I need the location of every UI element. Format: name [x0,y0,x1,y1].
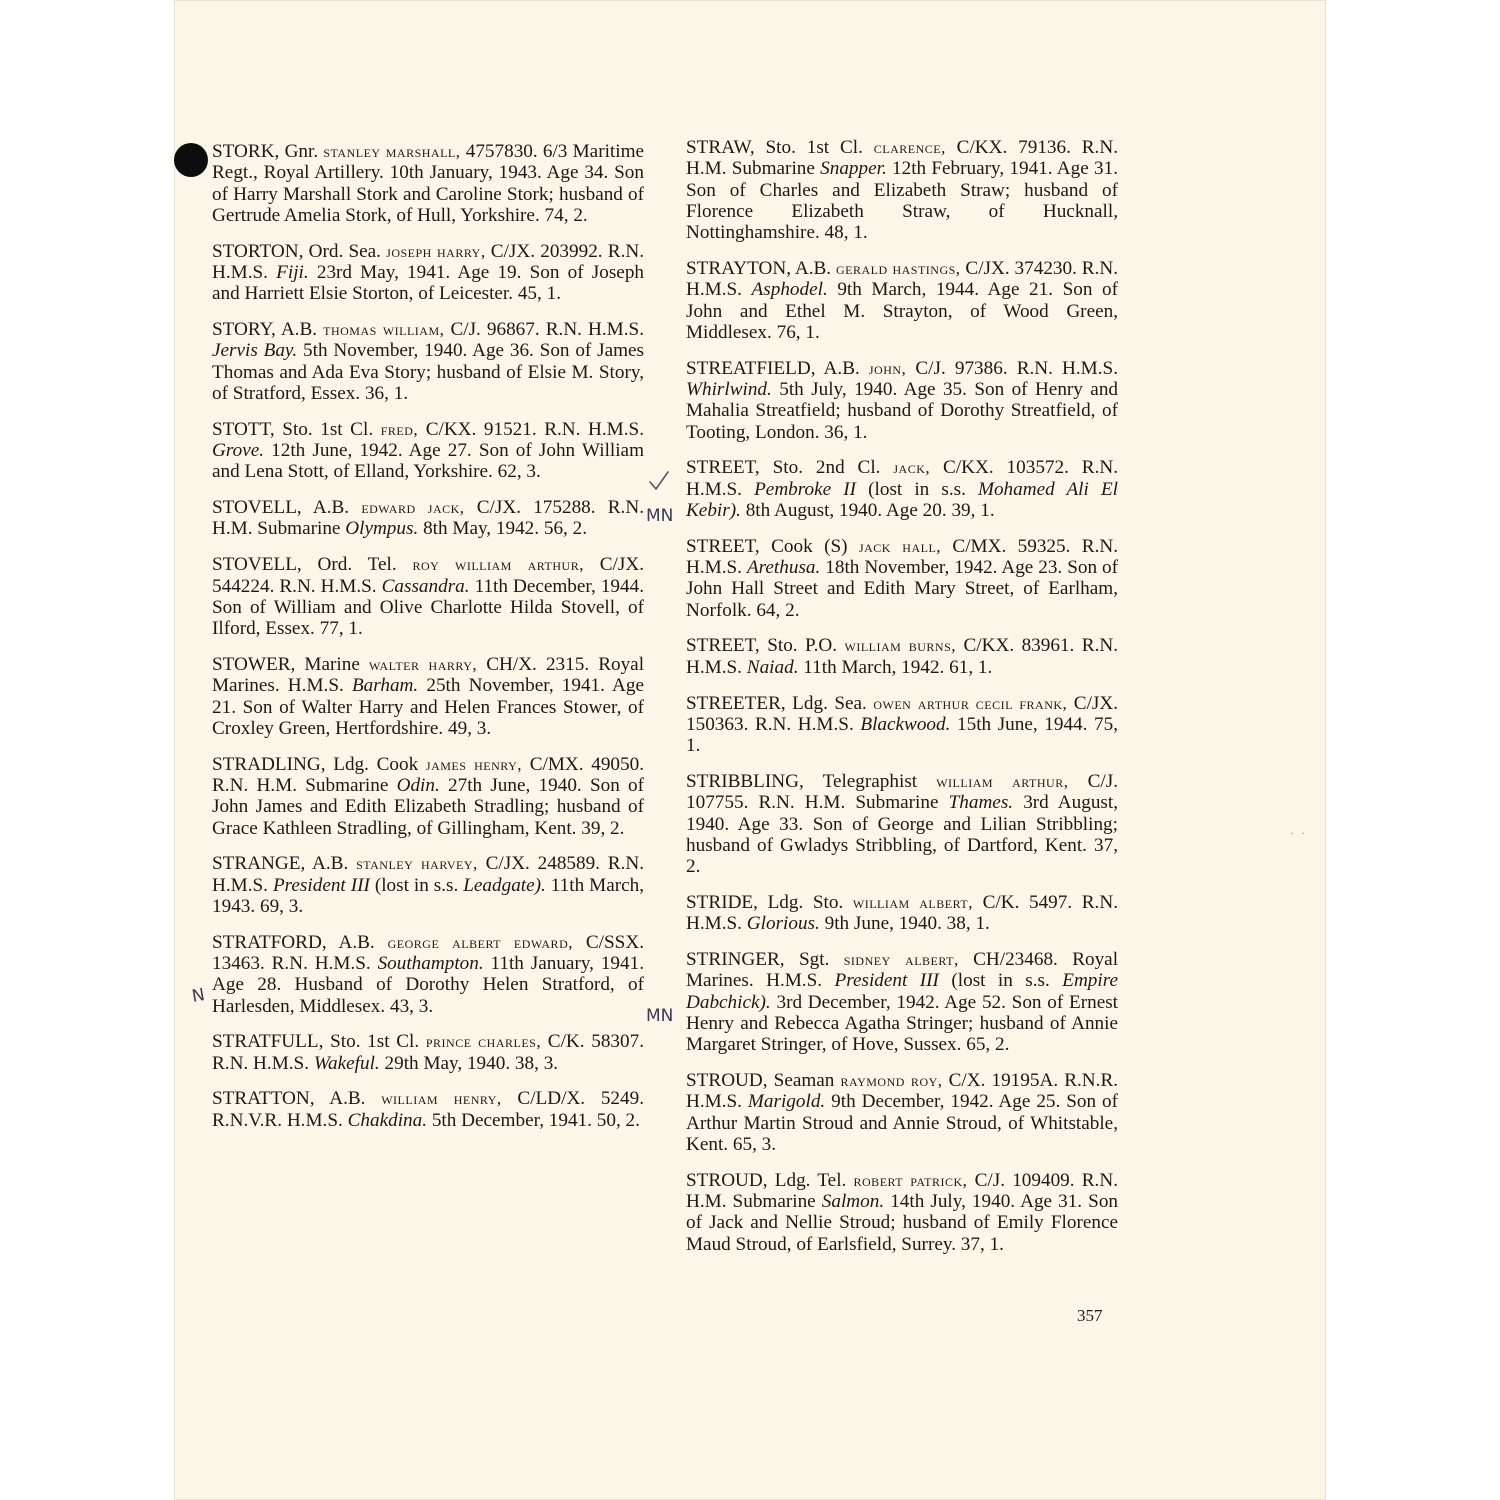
entry-stringer: STRINGER, Sgt. sidney albert, CH/23468. Royal Marines. H.M.S. President III (lost in s.s. Empire Dabchick). 3rd December, 1942. Age 52. Son of Ernest Henry and Rebecca Agatha Stringer; husband of Annie Margaret Stringer, of Hove, Sussex. 65, 2. [686,949,1119,1056]
right-column [686,137,1118,1269]
entry-stovell-roy: STOVELL, Ord. Tel. roy william arthur, C/JX. 544224. R.N. H.M.S. Cassandra. 11th December, 1944. Son of William and Olive Charlotte Hilda Stovell, of Ilford, Essex. 77, 1. [212,554,644,640]
entry-street-jack-hall: STREET, Cook (S) jack hall, C/MX. 59325. R.N. H.M.S. Arethusa. 18th November, 1942. Age 23. Son of John Hall Street and Edith Mary Street, of Earlham, Norfolk. 64, 2. [686,535,1119,621]
entry-streatfield: STREATFIELD, A.B. john, C/J. 97386. R.N. H.M.S. Whirlwind. 5th July, 1940. Age 35. Son of Henry and Mahalia Streatfield; husband of Dorothy Streatfield, of Tooting, London. 36, 1. [686,357,1119,443]
entry-stovell-edward: STOVELL, A.B. edward jack, C/JX. 175288. R.N. H.M. Submarine Olympus. 8th May, 1942. 56, 2. [212,497,644,540]
entry-stride: STRIDE, Ldg. Sto. william albert, C/K. 5497. R.N. H.M.S. Glorious. 9th June, 1940. 38, 1. [686,891,1118,935]
handwritten-mn-mark: MN [646,506,674,526]
entry-storton: STORTON, Ord. Sea. joseph harry, C/JX. 203992. R.N. H.M.S. Fiji. 23rd May, 1941. Age 19. Son of Joseph and Harriett Elsie Storton, of Leicester. 45, 1. [212,240,645,305]
entry-strayton: STRAYTON, A.B. gerald hastings, C/JX. 374230. R.N. H.M.S. Asphodel. 9th March, 1944. Age 21. Son of John and Ethel M. Strayton, of Wood Green, Middlesex. 76, 1. [686,257,1119,343]
entry-stribbling: STRIBBLING, Telegraphist william arthur, C/J. 107755. R.N. H.M. Submarine Thames. 3rd August, 1940. Age 33. Son of George and Lilian Stribbling; husband of Gwladys Stribbling, of Dartford, Kent. 37, 2. [686,770,1119,878]
scan-speck: · · [1290,826,1307,840]
entry-stroud-robert: STROUD, Ldg. Tel. robert patrick, C/J. 109409. R.N. H.M. Submarine Salmon. 14th July, 1940. Age 31. Son of Jack and Nellie Stroud; husband of Emily Florence Maud Stroud, of Earlsfield, Surrey. 37, 1. [686,1169,1119,1255]
handwritten-n-mark: N [190,985,207,1007]
entry-stratton: STRATTON, A.B. william henry, C/LD/X. 5249. R.N.V.R. H.M.S. Chakdina. 5th December, 1941. 50, 2. [212,1088,645,1131]
page-number: 357 [1077,1306,1103,1325]
entry-strange: STRANGE, A.B. stanley harvey, C/JX. 248589. R.N. H.M.S. President III (lost in s.s. Leadgate). 11th March, 1943. 69, 3. [212,853,645,917]
entry-stradling: STRADLING, Ldg. Cook james henry, C/MX. 49050. R.N. H.M. Submarine Odin. 27th June, 1940. Son of John James and Edith Elizabeth Stradling; husband of Grace Kathleen Stradling, of Gillingham, Kent. 39, 2. [212,753,645,839]
entry-stroud-raymond: STROUD, Seaman raymond roy, C/X. 19195A. R.N.R. H.M.S. Marigold. 9th December, 1942. Age 25. Son of Arthur Martin Stroud and Annie Stroud, of Whitstable, Kent. 65, 3. [686,1069,1119,1155]
left-column [212,141,644,1146]
entry-stratford: STRATFORD, A.B. george albert edward, C/SSX. 13463. R.N. H.M.S. Southampton. 11th January, 1941. Age 28. Husband of Dorothy Helen Stratford, of Harlesden, Middlesex. 43, 3. [212,931,645,1017]
entry-stratfull: STRATFULL, Sto. 1st Cl. prince charles, C/K. 58307. R.N. H.M.S. Wakeful. 29th May, 1940. 38, 3. [212,1031,645,1074]
entry-stower: STOWER, Marine walter harry, CH/X. 2315. Royal Marines. H.M.S. Barham. 25th November, 1941. Age 21. Son of Walter Harry and Helen Frances Stower, of Croxley Green, Hertfordshire. 49, 3. [212,653,645,739]
handwritten-mn-mark-2: MN [646,1006,674,1026]
entry-stork: STORK, Gnr. stanley marshall, 4757830. 6/3 Maritime Regt., Royal Artillery. 10th January, 1943. Age 34. Son of Harry Marshall Stork and Caroline Stork; husband of Gertrude Amelia Stork, of Hull, Yorkshire. 74, 2. [212,141,645,226]
entry-street-william: STREET, Sto. P.O. william burns, C/KX. 83961. R.N. H.M.S. Naiad. 11th March, 1942. 61, 1. [686,635,1119,678]
checkmark-icon [648,470,670,492]
entry-straw: STRAW, Sto. 1st Cl. clarence, C/KX. 79136. R.N. H.M. Submarine Snapper. 12th February, 1941. Age 31. Son of Charles and Elizabeth Straw; husband of Florence Elizabeth Straw, of Hucknall, Nottinghamshire. 48, 1. [686,137,1119,244]
punch-hole [174,143,208,177]
entry-story: STORY, A.B. thomas william, C/J. 96867. R.N. H.M.S. Jervis Bay. 5th November, 1940. Age 36. Son of James Thomas and Ada Eva Story; husband of Elsie M. Story, of Stratford, Essex. 36, 1. [212,319,644,404]
entry-stott: STOTT, Sto. 1st Cl. fred, C/KX. 91521. R.N. H.M.S. Grove. 12th June, 1942. Age 27. Son of John William and Lena Stott, of Elland, Yorkshire. 62, 3. [212,418,645,483]
entry-streeter: STREETER, Ldg. Sea. owen arthur cecil frank, C/JX. 150363. R.N. H.M.S. Blackwood. 15th June, 1944. 75, 1. [686,692,1119,757]
entry-street-jack: STREET, Sto. 2nd Cl. jack, C/KX. 103572. R.N. H.M.S. Pembroke II (lost in s.s. Mohamed Ali El Kebir). 8th August, 1940. Age 20. 39, 1. [686,457,1119,521]
